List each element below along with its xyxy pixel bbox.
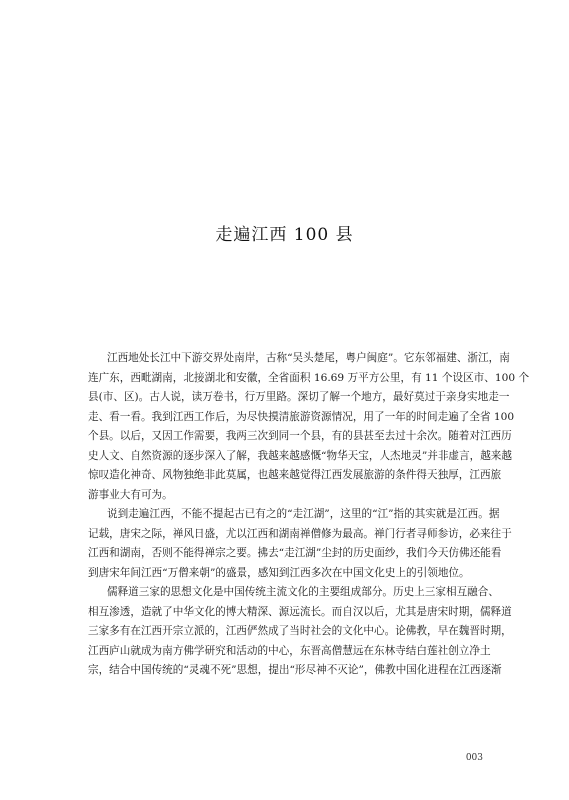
chapter-title: 走遍江西 100 县 [215,225,354,245]
text-line: 到唐宋年间江西“万僧来朝”的盛景，感知到江西多次在中国文化史上的引领地位。 [88,566,470,579]
text-line: 说到走遍江西，不能不提起古已有之的“走江湖”，这里的“江”指的其实就是江西。据 [107,508,500,520]
text-line: 惊叹造化神奇、风物独绝非此莫属，也越来越觉得江西发展旅游的条件得天独厚，江西旅 [88,469,502,481]
text-line: 县(市、区)。古人说，读万卷书，行万里路。深切了解一个地方，最好莫过于亲身实地走一 [88,391,510,403]
text-line: 儒释道三家的思想文化是中国传统主流文化的主要组成部分。历史上三家相互融合、 [107,586,499,598]
text-line: 个县。以后，又因工作需要，我两三次到同一个县，有的县甚至去过十余次。随着对江西历 [88,430,512,442]
text-line: 江西地处长江中下游交界处南岸，古称“吴头楚尾，粤户闽庭”。它东邻福建、浙江，南 [107,352,510,364]
text-line: 游事业大有可为。 [88,488,173,501]
text-line: 宗，结合中国传统的“灵魂不死”思想，提出“形尽神不灭论”，佛教中国化进程在江西逐渐 [88,664,502,676]
text-line: 记载，唐宋之际，禅风日盛，尤以江西和湖南禅僧修为最高。禅门行者寻师参访，必来往于 [88,527,512,540]
text-line: 三家多有在江西开宗立派的，江西俨然成了当时社会的文化中心。论佛教，早在魏晋时期， [88,625,512,637]
text-line: 江西庐山就成为南方佛学研究和活动的中心，东晋高僧慧远在东林寺结白莲社创立净土 [88,644,491,657]
text-line: 江西和湖南，否则不能得禅宗之要。拂去“走江湖”尘封的历史面纱，我们今天仿佛还能看 [88,547,502,559]
text-line: 史人文、自然资源的逐步深入了解，我越来越感慨“物华天宝，人杰地灵”并非虚言，越来越 [88,449,512,462]
page-number: 003 [465,753,483,763]
text-line: 连广东，西毗湖南，北接湖北和安徽，全省面积 16.69 万平方公里，有 11 个设区市、100 个 [88,371,530,384]
text-line: 走、看一看。我到江西工作后，为尽快摸清旅游资源情况，用了一年的时间走遍了全省 100 [88,410,515,423]
body-text [88,349,530,681]
text-line: 相互渗透，造就了中华文化的博大精深、源远流长。而自汉以后，尤其是唐宋时期，儒释道 [88,605,512,618]
